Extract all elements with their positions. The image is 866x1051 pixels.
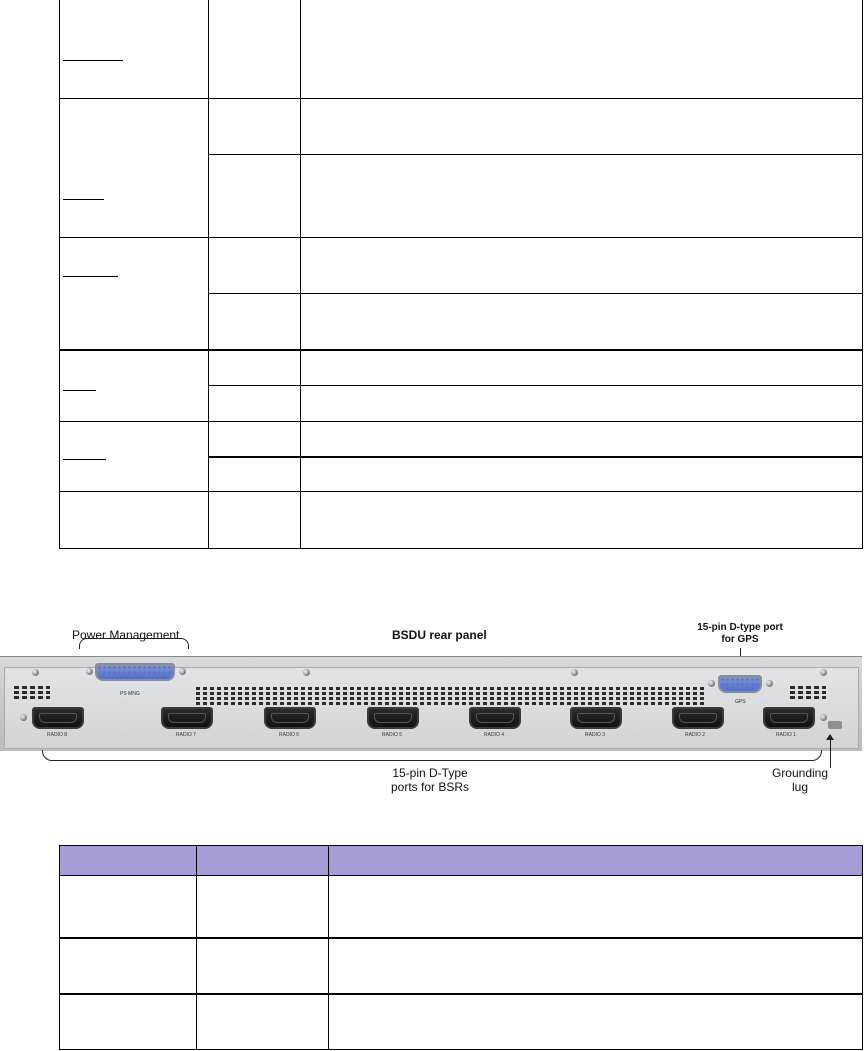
table-row-divider — [59, 421, 863, 422]
screw — [179, 668, 186, 675]
table-row-divider — [59, 349, 863, 351]
table-border-left — [59, 0, 60, 549]
underline-mark — [63, 459, 106, 460]
underline-mark — [63, 199, 104, 200]
radio-label: RADIO 6 — [279, 732, 300, 738]
vent-grille — [790, 685, 826, 699]
grounding-lug-label — [760, 766, 840, 794]
screw — [820, 669, 827, 676]
screw — [20, 714, 27, 721]
table-column-divider — [208, 0, 209, 549]
grounding-lug-label-line2: lug — [791, 780, 808, 794]
table-row-divider — [59, 993, 863, 995]
radio-1-connector — [763, 707, 815, 729]
top-table — [59, 0, 863, 549]
radio-label: RADIO 4 — [484, 732, 505, 738]
underline-mark — [63, 390, 96, 391]
bsr-ports-label-line2: ports for BSRs — [390, 780, 470, 794]
table-row-divider — [59, 937, 863, 939]
table-row-divider — [59, 237, 863, 238]
figure-caption: BSDU rear panel — [392, 628, 487, 642]
rear-panel-photo — [0, 656, 862, 751]
gps-port-label-line2: for GPS — [721, 634, 759, 645]
bsr-ports-label — [350, 766, 510, 794]
table-row-divider — [59, 98, 863, 99]
table-column-divider — [196, 845, 197, 1050]
radio-label: RADIO 8 — [47, 732, 68, 738]
table-border-bottom — [59, 548, 863, 549]
screw — [303, 669, 310, 676]
vent-grille — [14, 685, 50, 699]
radio-8-connector — [32, 707, 84, 729]
table-column-divider — [300, 0, 301, 549]
table-border-bottom — [59, 1049, 863, 1050]
table-subrow-divider — [208, 154, 863, 155]
radio-label: RADIO 2 — [685, 732, 706, 738]
table-subrow-divider — [208, 385, 863, 386]
grounding-arrow-head — [826, 734, 834, 740]
radio-label: RADIO 1 — [776, 732, 797, 738]
bsr-ports-bracket — [42, 750, 822, 761]
screw — [708, 680, 715, 687]
grounding-lug — [828, 721, 842, 729]
grounding-arrow-line — [830, 738, 831, 768]
gps-panel-label: GPS — [735, 699, 746, 705]
table-row-divider — [59, 491, 863, 492]
radio-3-connector — [570, 707, 622, 729]
screw — [32, 669, 39, 676]
table-border-left — [59, 845, 60, 1050]
screw — [766, 680, 773, 687]
radio-5-connector — [367, 707, 419, 729]
ps-mng-label: PS MNG — [120, 691, 140, 697]
gps-connector — [718, 675, 762, 693]
radio-label: RADIO 5 — [382, 732, 403, 738]
radio-7-connector — [161, 707, 213, 729]
radio-label: RADIO 3 — [585, 732, 606, 738]
table-subrow-divider — [208, 456, 863, 458]
vent-grille — [196, 687, 704, 705]
radio-label: RADIO 7 — [176, 732, 197, 738]
table-subrow-divider — [208, 293, 863, 294]
power-management-label: Power Management — [72, 628, 180, 642]
grounding-lug-label-line1: Grounding — [771, 766, 829, 780]
table-border-right — [862, 0, 863, 549]
power-management-connector — [95, 663, 175, 681]
radio-6-connector — [264, 707, 316, 729]
power-management-bracket — [79, 638, 189, 649]
table-border-right — [862, 845, 863, 1050]
screw — [86, 668, 93, 675]
radio-4-connector — [469, 707, 521, 729]
screw — [820, 714, 827, 721]
table-column-divider — [328, 845, 329, 1050]
screw — [571, 669, 578, 676]
radio-2-connector — [672, 707, 724, 729]
bsr-ports-label-line1: 15-pin D-Type — [392, 766, 468, 780]
bsdu-rear-panel-figure — [0, 612, 866, 812]
gps-port-label — [660, 622, 820, 646]
gps-port-label-line1: 15-pin D-type port — [697, 622, 783, 633]
bottom-table — [59, 845, 863, 1050]
underline-mark — [63, 276, 118, 277]
underline-mark — [63, 60, 123, 61]
table-header-row — [59, 845, 863, 876]
